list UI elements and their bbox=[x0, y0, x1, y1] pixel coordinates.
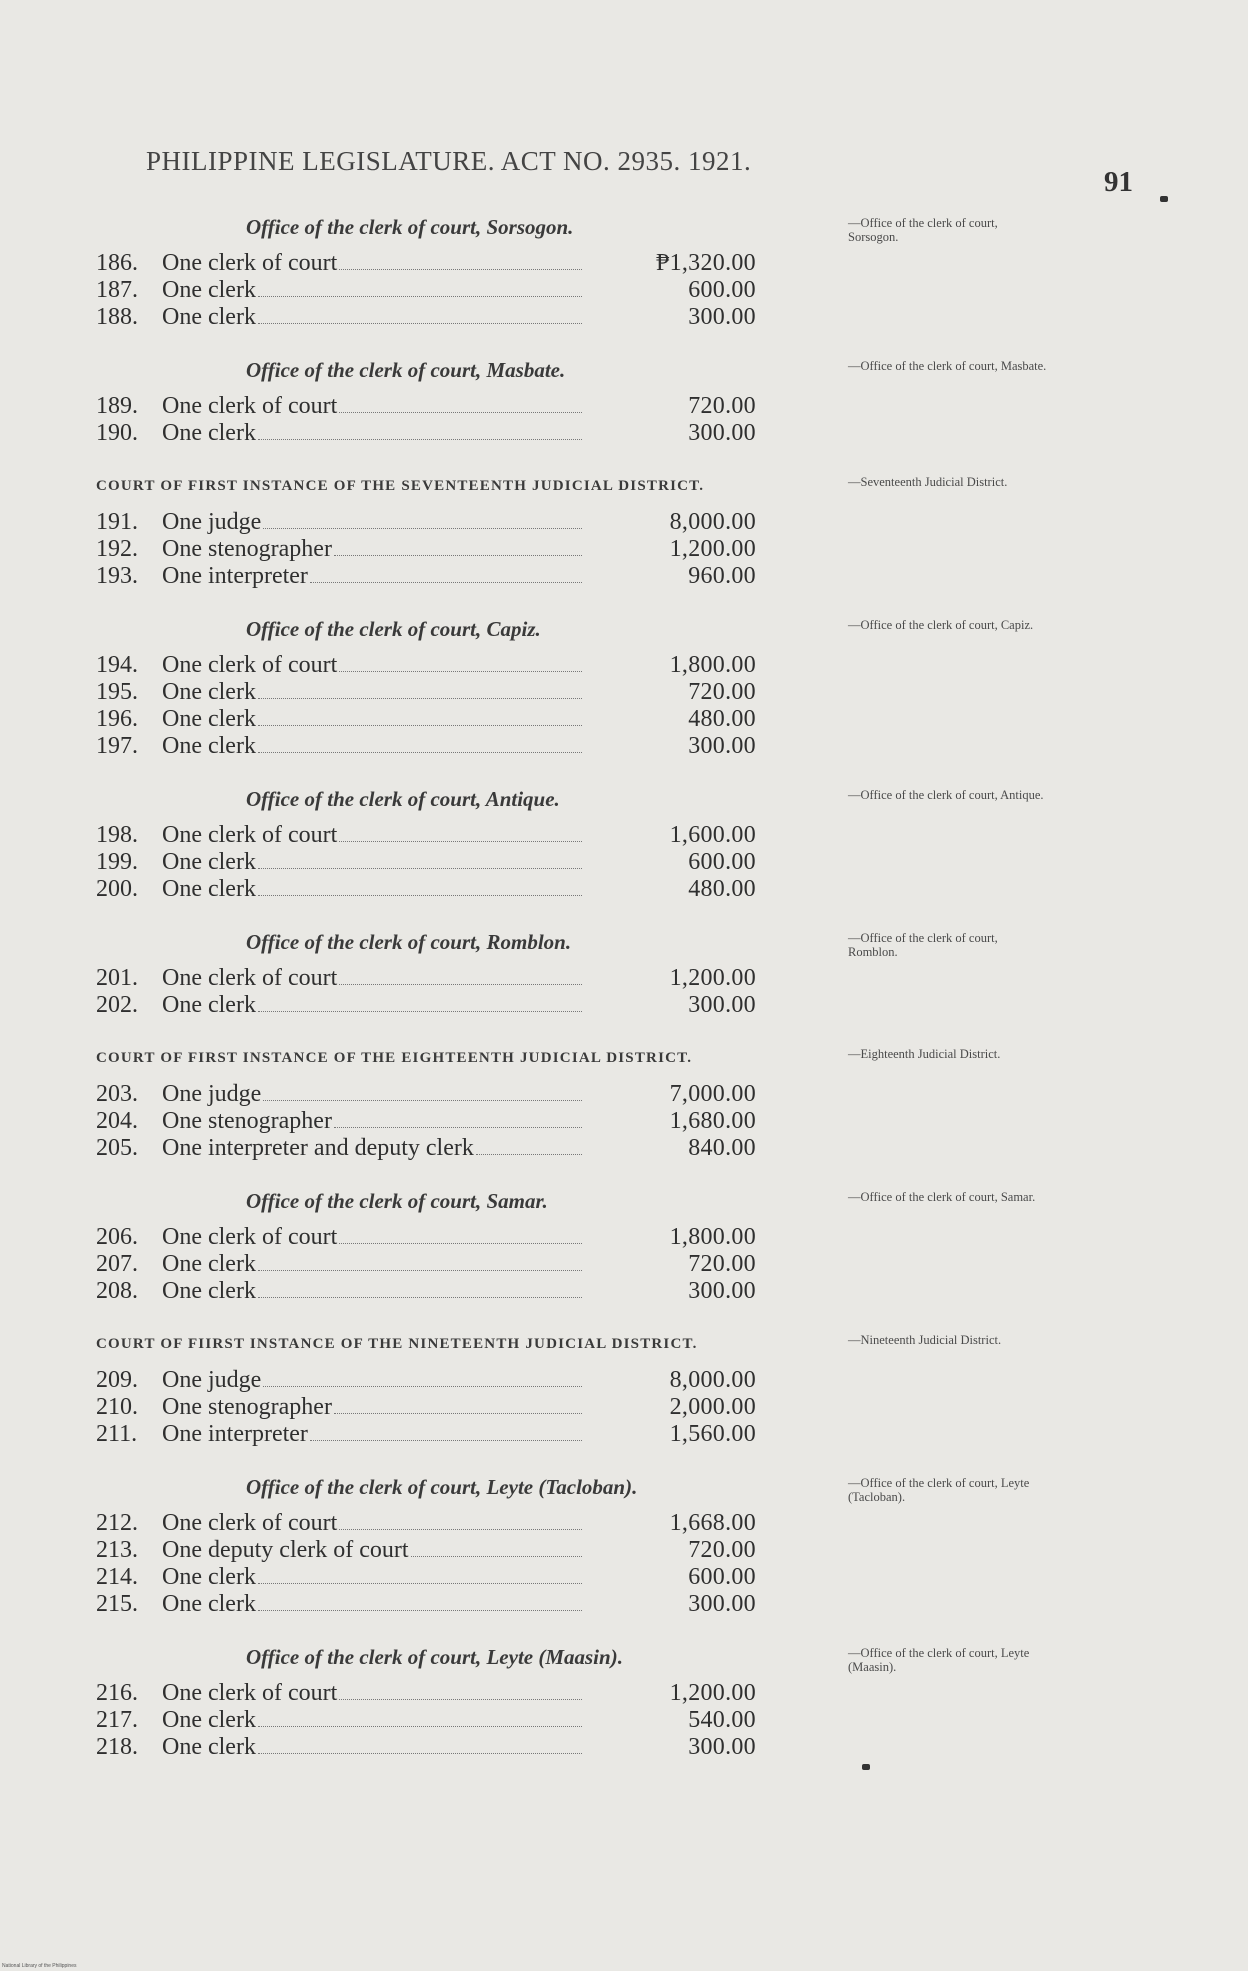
item-description bbox=[162, 1278, 582, 1305]
item-amount: 8,000.00 bbox=[669, 509, 756, 535]
item-number: 186. bbox=[96, 250, 138, 276]
item-description bbox=[162, 1734, 582, 1761]
item-description-text: One clerk bbox=[162, 1591, 256, 1617]
page-number: 91 bbox=[1104, 166, 1133, 198]
item-description bbox=[162, 420, 582, 447]
item-number: 205. bbox=[96, 1135, 138, 1161]
dot-leader bbox=[258, 1582, 582, 1584]
section-title: Office of the clerk of court, Leyte (Tacloban). bbox=[246, 1475, 638, 1499]
item-amount: 1,668.00 bbox=[669, 1510, 756, 1536]
item-description bbox=[162, 1537, 582, 1564]
item-row bbox=[96, 822, 1096, 849]
item-description-text: One interpreter bbox=[162, 1421, 308, 1447]
item-row bbox=[96, 1707, 1096, 1734]
dot-leader bbox=[258, 894, 582, 896]
item-number: 192. bbox=[96, 536, 138, 562]
item-row bbox=[96, 1537, 1096, 1564]
section-title: Office of the clerk of court, Capiz. bbox=[246, 617, 541, 641]
item-row bbox=[96, 1251, 1096, 1278]
item-list bbox=[96, 250, 1096, 331]
dot-leader bbox=[310, 581, 582, 583]
dot-leader bbox=[310, 1439, 582, 1441]
ink-mark bbox=[1160, 196, 1168, 202]
item-number: 204. bbox=[96, 1108, 138, 1134]
item-description-text: One clerk of court bbox=[162, 1510, 338, 1536]
dot-leader bbox=[258, 867, 582, 869]
item-row bbox=[96, 733, 1096, 760]
margin-note: —Office of the clerk of court, Samar. bbox=[848, 1190, 1036, 1204]
item-description bbox=[162, 1081, 582, 1108]
item-description bbox=[162, 536, 582, 563]
item-description-text: One stenographer bbox=[162, 536, 332, 562]
item-amount: 480.00 bbox=[688, 876, 756, 902]
appropriation-section bbox=[96, 1470, 1096, 1618]
item-description-text: One stenographer bbox=[162, 1108, 332, 1134]
item-amount: 1,200.00 bbox=[669, 536, 756, 562]
item-description-text: One deputy clerk of court bbox=[162, 1537, 409, 1563]
dot-leader bbox=[263, 1385, 582, 1387]
margin-note: —Office of the clerk of court, Romblon. bbox=[848, 931, 998, 959]
item-amount: ₱1,320.00 bbox=[655, 250, 756, 276]
dot-leader bbox=[339, 1242, 582, 1244]
appropriation-section bbox=[96, 925, 1096, 1019]
item-amount: 300.00 bbox=[688, 1278, 756, 1304]
item-description bbox=[162, 393, 582, 420]
dot-leader bbox=[258, 1725, 582, 1727]
item-row bbox=[96, 652, 1096, 679]
running-head: PHILIPPINE LEGISLATURE. ACT NO. 2935. 1921. bbox=[146, 146, 752, 176]
item-number: 212. bbox=[96, 1510, 138, 1536]
dot-leader bbox=[258, 438, 582, 440]
item-description bbox=[162, 849, 582, 876]
item-number: 191. bbox=[96, 509, 138, 535]
section-title: Office of the clerk of court, Romblon. bbox=[246, 930, 572, 954]
item-amount: 2,000.00 bbox=[669, 1394, 756, 1420]
margin-note: —Nineteenth Judicial District. bbox=[848, 1333, 1002, 1347]
item-description-text: One clerk bbox=[162, 1707, 256, 1733]
dot-leader bbox=[339, 411, 582, 413]
item-row bbox=[96, 965, 1096, 992]
item-row bbox=[96, 1278, 1096, 1305]
item-description-text: One judge bbox=[162, 509, 262, 535]
item-row bbox=[96, 1734, 1096, 1761]
dot-leader bbox=[339, 670, 582, 672]
item-row bbox=[96, 536, 1096, 563]
item-description bbox=[162, 1591, 582, 1618]
item-row bbox=[96, 1081, 1096, 1108]
item-description bbox=[162, 992, 582, 1019]
dot-leader bbox=[339, 1528, 582, 1530]
item-list bbox=[96, 1367, 1096, 1448]
appropriation-section bbox=[96, 1041, 1096, 1162]
dot-leader bbox=[258, 295, 582, 297]
item-row bbox=[96, 1394, 1096, 1421]
item-number: 203. bbox=[96, 1081, 138, 1107]
item-description-text: One clerk of court bbox=[162, 250, 338, 276]
item-number: 218. bbox=[96, 1734, 138, 1760]
item-description bbox=[162, 1108, 582, 1135]
item-amount: 720.00 bbox=[688, 679, 756, 705]
item-row bbox=[96, 250, 1096, 277]
item-description-text: One clerk of court bbox=[162, 822, 338, 848]
item-row bbox=[96, 706, 1096, 733]
item-amount: 300.00 bbox=[688, 1591, 756, 1617]
item-description-text: One interpreter bbox=[162, 563, 308, 589]
item-description bbox=[162, 1367, 582, 1394]
margin-note: —Office of the clerk of court, Masbate. bbox=[848, 359, 1047, 373]
item-description bbox=[162, 1564, 582, 1591]
item-row bbox=[96, 509, 1096, 536]
item-description bbox=[162, 1394, 582, 1421]
item-amount: 300.00 bbox=[688, 420, 756, 446]
item-description bbox=[162, 679, 582, 706]
margin-note: —Office of the clerk of court, Capiz. bbox=[848, 618, 1034, 632]
item-description bbox=[162, 1135, 582, 1162]
item-number: 190. bbox=[96, 420, 138, 446]
appropriation-section bbox=[96, 1184, 1096, 1305]
dot-leader bbox=[339, 983, 582, 985]
dot-leader bbox=[258, 322, 582, 324]
item-number: 213. bbox=[96, 1537, 138, 1563]
section-title: Office of the clerk of court, Masbate. bbox=[246, 358, 566, 382]
item-description bbox=[162, 822, 582, 849]
item-number: 193. bbox=[96, 563, 138, 589]
item-amount: 720.00 bbox=[688, 1537, 756, 1563]
appropriation-section bbox=[96, 612, 1096, 760]
item-list bbox=[96, 1224, 1096, 1305]
item-description-text: One clerk bbox=[162, 679, 256, 705]
item-amount: 300.00 bbox=[688, 992, 756, 1018]
item-amount: 840.00 bbox=[688, 1135, 756, 1161]
item-description-text: One clerk bbox=[162, 277, 256, 303]
item-description bbox=[162, 1680, 582, 1707]
item-description-text: One stenographer bbox=[162, 1394, 332, 1420]
dot-leader bbox=[263, 1099, 582, 1101]
item-amount: 1,680.00 bbox=[669, 1108, 756, 1134]
item-list bbox=[96, 1081, 1096, 1162]
item-amount: 1,200.00 bbox=[669, 1680, 756, 1706]
item-row bbox=[96, 1591, 1096, 1618]
item-description-text: One clerk bbox=[162, 1734, 256, 1760]
margin-note: —Eighteenth Judicial District. bbox=[848, 1047, 1001, 1061]
item-amount: 720.00 bbox=[688, 1251, 756, 1277]
item-amount: 300.00 bbox=[688, 304, 756, 330]
item-description-text: One clerk bbox=[162, 304, 256, 330]
section-title: COURT OF FIRST INSTANCE OF THE EIGHTEENTH JUDICIAL DISTRICT. bbox=[96, 1050, 693, 1066]
dot-leader bbox=[476, 1153, 582, 1155]
item-amount: 300.00 bbox=[688, 733, 756, 759]
item-number: 201. bbox=[96, 965, 138, 991]
appropriation-section bbox=[96, 210, 1096, 331]
item-row bbox=[96, 304, 1096, 331]
item-amount: 600.00 bbox=[688, 849, 756, 875]
item-row bbox=[96, 393, 1096, 420]
item-description-text: One clerk bbox=[162, 849, 256, 875]
item-row bbox=[96, 992, 1096, 1019]
item-list bbox=[96, 1510, 1096, 1618]
ink-mark bbox=[862, 1764, 870, 1770]
item-number: 217. bbox=[96, 1707, 138, 1733]
item-description bbox=[162, 652, 582, 679]
item-amount: 1,800.00 bbox=[669, 652, 756, 678]
dot-leader bbox=[258, 1296, 582, 1298]
item-amount: 1,600.00 bbox=[669, 822, 756, 848]
item-amount: 600.00 bbox=[688, 277, 756, 303]
margin-note: —Office of the clerk of court, Leyte (Maasin). bbox=[848, 1646, 1030, 1674]
item-description bbox=[162, 509, 582, 536]
item-number: 187. bbox=[96, 277, 138, 303]
item-number: 196. bbox=[96, 706, 138, 732]
section-title: COURT OF FIIRST INSTANCE OF THE NINETEENTH JUDICIAL DISTRICT. bbox=[96, 1336, 698, 1352]
item-number: 199. bbox=[96, 849, 138, 875]
item-amount: 7,000.00 bbox=[669, 1081, 756, 1107]
item-description-text: One clerk bbox=[162, 1251, 256, 1277]
appropriation-section bbox=[96, 1640, 1096, 1761]
dot-leader bbox=[258, 1752, 582, 1754]
item-row bbox=[96, 1224, 1096, 1251]
margin-note: —Seventeenth Judicial District. bbox=[848, 475, 1008, 489]
item-list bbox=[96, 1680, 1096, 1761]
item-amount: 960.00 bbox=[688, 563, 756, 589]
dot-leader bbox=[263, 527, 582, 529]
item-number: 210. bbox=[96, 1394, 138, 1420]
appropriation-section bbox=[96, 782, 1096, 903]
item-row bbox=[96, 679, 1096, 706]
item-number: 197. bbox=[96, 733, 138, 759]
item-row bbox=[96, 1680, 1096, 1707]
appropriation-list bbox=[96, 210, 1096, 1783]
item-amount: 720.00 bbox=[688, 393, 756, 419]
item-list bbox=[96, 393, 1096, 447]
dot-leader bbox=[334, 1412, 582, 1414]
item-number: 202. bbox=[96, 992, 138, 1018]
item-amount: 540.00 bbox=[688, 1707, 756, 1733]
dot-leader bbox=[411, 1555, 582, 1557]
item-description-text: One judge bbox=[162, 1081, 262, 1107]
item-description-text: One clerk of court bbox=[162, 1680, 338, 1706]
item-amount: 600.00 bbox=[688, 1564, 756, 1590]
item-description-text: One interpreter and deputy clerk bbox=[162, 1135, 474, 1161]
item-description bbox=[162, 1251, 582, 1278]
dot-leader bbox=[258, 1609, 582, 1611]
section-title: COURT OF FIRST INSTANCE OF THE SEVENTEENTH JUDICIAL DISTRICT. bbox=[96, 478, 705, 494]
margin-note: —Office of the clerk of court, Leyte (Tacloban). bbox=[848, 1476, 1030, 1504]
item-number: 208. bbox=[96, 1278, 138, 1304]
item-amount: 1,560.00 bbox=[669, 1421, 756, 1447]
item-list bbox=[96, 509, 1096, 590]
item-description-text: One clerk bbox=[162, 1564, 256, 1590]
item-number: 216. bbox=[96, 1680, 138, 1706]
dot-leader bbox=[334, 554, 582, 556]
item-description bbox=[162, 1224, 582, 1251]
dot-leader bbox=[258, 1010, 582, 1012]
item-number: 207. bbox=[96, 1251, 138, 1277]
item-row bbox=[96, 1510, 1096, 1537]
item-description bbox=[162, 1707, 582, 1734]
item-row bbox=[96, 563, 1096, 590]
item-description bbox=[162, 706, 582, 733]
item-row bbox=[96, 876, 1096, 903]
appropriation-section bbox=[96, 469, 1096, 590]
item-description bbox=[162, 277, 582, 304]
item-number: 209. bbox=[96, 1367, 138, 1393]
item-description bbox=[162, 250, 582, 277]
item-description-text: One judge bbox=[162, 1367, 262, 1393]
dot-leader bbox=[258, 1269, 582, 1271]
dot-leader bbox=[258, 697, 582, 699]
item-description bbox=[162, 1421, 582, 1448]
item-row bbox=[96, 1564, 1096, 1591]
item-number: 211. bbox=[96, 1421, 138, 1447]
item-description bbox=[162, 733, 582, 760]
item-row bbox=[96, 1367, 1096, 1394]
item-number: 215. bbox=[96, 1591, 138, 1617]
item-amount: 300.00 bbox=[688, 1734, 756, 1760]
dot-leader bbox=[339, 840, 582, 842]
item-number: 214. bbox=[96, 1564, 138, 1590]
item-description-text: One clerk bbox=[162, 1278, 256, 1304]
item-amount: 1,800.00 bbox=[669, 1224, 756, 1250]
item-row bbox=[96, 1135, 1096, 1162]
item-description bbox=[162, 876, 582, 903]
item-description bbox=[162, 1510, 582, 1537]
item-number: 206. bbox=[96, 1224, 138, 1250]
item-row bbox=[96, 1421, 1096, 1448]
item-description-text: One clerk bbox=[162, 733, 256, 759]
item-description bbox=[162, 965, 582, 992]
item-description bbox=[162, 304, 582, 331]
item-row bbox=[96, 420, 1096, 447]
item-description-text: One clerk bbox=[162, 876, 256, 902]
item-description-text: One clerk of court bbox=[162, 965, 338, 991]
item-description-text: One clerk bbox=[162, 420, 256, 446]
section-title: Office of the clerk of court, Antique. bbox=[246, 787, 560, 811]
item-list bbox=[96, 652, 1096, 760]
dot-leader bbox=[339, 1698, 582, 1700]
item-row bbox=[96, 1108, 1096, 1135]
appropriation-section bbox=[96, 353, 1096, 447]
dot-leader bbox=[258, 724, 582, 726]
section-title: Office of the clerk of court, Leyte (Maasin). bbox=[246, 1645, 623, 1669]
appropriation-section bbox=[96, 1327, 1096, 1448]
section-title: Office of the clerk of court, Sorsogon. bbox=[246, 215, 574, 239]
item-list bbox=[96, 965, 1096, 1019]
margin-note: —Office of the clerk of court, Antique. bbox=[848, 788, 1044, 802]
dot-leader bbox=[339, 268, 582, 270]
footer-credit: National Library of the Philippines bbox=[2, 1963, 77, 1969]
item-description-text: One clerk of court bbox=[162, 652, 338, 678]
item-description-text: One clerk of court bbox=[162, 393, 338, 419]
margin-note: —Office of the clerk of court, Sorsogon. bbox=[848, 216, 998, 244]
item-number: 189. bbox=[96, 393, 138, 419]
item-number: 188. bbox=[96, 304, 138, 330]
dot-leader bbox=[334, 1126, 582, 1128]
item-amount: 480.00 bbox=[688, 706, 756, 732]
item-row bbox=[96, 277, 1096, 304]
section-title: Office of the clerk of court, Samar. bbox=[246, 1189, 548, 1213]
item-number: 195. bbox=[96, 679, 138, 705]
item-number: 194. bbox=[96, 652, 138, 678]
dot-leader bbox=[258, 751, 582, 753]
item-description bbox=[162, 563, 582, 590]
item-description-text: One clerk bbox=[162, 992, 256, 1018]
item-amount: 8,000.00 bbox=[669, 1367, 756, 1393]
item-row bbox=[96, 849, 1096, 876]
item-description-text: One clerk of court bbox=[162, 1224, 338, 1250]
item-amount: 1,200.00 bbox=[669, 965, 756, 991]
item-description-text: One clerk bbox=[162, 706, 256, 732]
item-number: 198. bbox=[96, 822, 138, 848]
item-list bbox=[96, 822, 1096, 903]
item-number: 200. bbox=[96, 876, 138, 902]
